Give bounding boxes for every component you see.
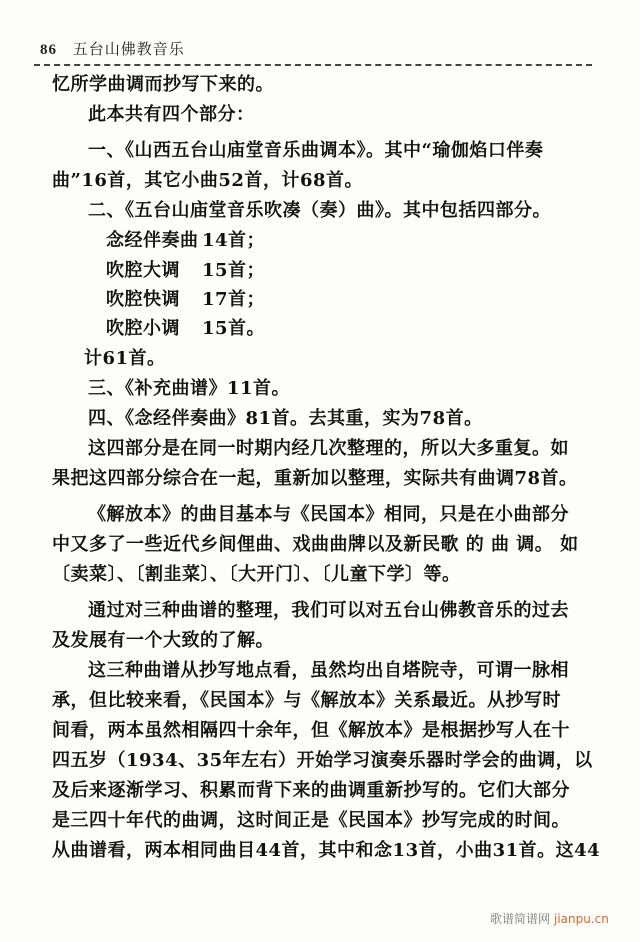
text-line: 是三四十年代的曲调，这时间正是《民国本》抄写完成的时间。: [52, 810, 570, 831]
text-line: 果把这四部分综合在一起，重新加以整理，实际共有曲调78首。: [52, 468, 578, 489]
text-line: 这三种曲谱从抄写地点看，虽然均出自塔院寺，可谓一脉相: [88, 660, 569, 681]
text-line: 三、《补充曲谱》11首。: [88, 378, 291, 399]
watermark-url: jianpu.cn: [554, 912, 609, 926]
text-line: 四、《念经伴奏曲》81首。去其重，实为78首。: [88, 408, 483, 429]
watermark-site-name: 歌谱简谱网: [490, 912, 551, 926]
header-rule: [34, 64, 592, 66]
watermark: [490, 910, 609, 927]
sublist-item: [106, 289, 266, 311]
sublist-name: 吹腔快调: [106, 289, 180, 310]
text-line: 通过对三种曲谱的整理，我们可以对五台山佛教音乐的过去: [88, 600, 569, 621]
text-line: 这四部分是在同一时期内经几次整理的，所以大多重复。如: [88, 438, 569, 459]
sublist-count: 14首；: [202, 230, 266, 251]
sublist-item: [106, 230, 266, 252]
running-title: 五台山佛教音乐: [72, 40, 185, 58]
text-line: 此本共有四个部分：: [88, 104, 255, 125]
text-line: 计61首。: [84, 348, 166, 369]
text-line: 曲”16首，其它小曲52首，计68首。: [52, 170, 363, 191]
sublist-name: 吹腔小调: [106, 318, 180, 339]
text-line: 及后来逐渐学习、积累而背下来的曲调重新抄写的。它们大部分: [52, 780, 570, 801]
sublist-count: 15首；: [202, 260, 266, 281]
running-header: [40, 38, 185, 59]
text-line: 《解放本》的曲目基本与《民国本》相同，只是在小曲部分: [88, 504, 569, 525]
text-line: 忆所学曲调而抄写下来的。: [52, 74, 274, 95]
sublist-count: 17首；: [202, 289, 266, 310]
text-line: 及发展有一个大致的了解。: [52, 630, 274, 651]
text-line: 四五岁（1934、35年左右）开始学习演奏乐器时学会的曲调，以: [52, 750, 593, 771]
page-number: 86: [40, 42, 57, 58]
text-line: 从曲谱看，两本相同曲目44首，其中和念13首，小曲31首。这44: [52, 840, 601, 861]
sublist-name: 吹腔大调: [106, 260, 180, 281]
text-line: 中又多了一些近代乡间俚曲、戏曲曲牌以及新民歌 的 曲 调。 如: [52, 534, 579, 555]
text-line: 间看，两本虽然相隔四十余年，但《解放本》是根据抄写人在十: [52, 720, 570, 741]
text-line: 承，但比较来看，《民国本》与《解放本》关系最近。从抄写时: [52, 690, 561, 711]
text-line: 〔卖菜〕、〔割韭菜〕、〔大开门〕、〔儿童下学〕等。: [52, 564, 461, 585]
text-line: 一、《山西五台山庙堂音乐曲调本》。其中“瑜伽焰口伴奏: [88, 140, 544, 161]
sublist-item: [106, 318, 266, 340]
sublist-count: 15首。: [202, 318, 266, 339]
sublist-item: [106, 260, 266, 282]
sublist-name: 念经伴奏曲: [106, 230, 199, 251]
text-line: 二、《五台山庙堂音乐吹凑（奏）曲》。其中包括四部分。: [88, 200, 551, 221]
